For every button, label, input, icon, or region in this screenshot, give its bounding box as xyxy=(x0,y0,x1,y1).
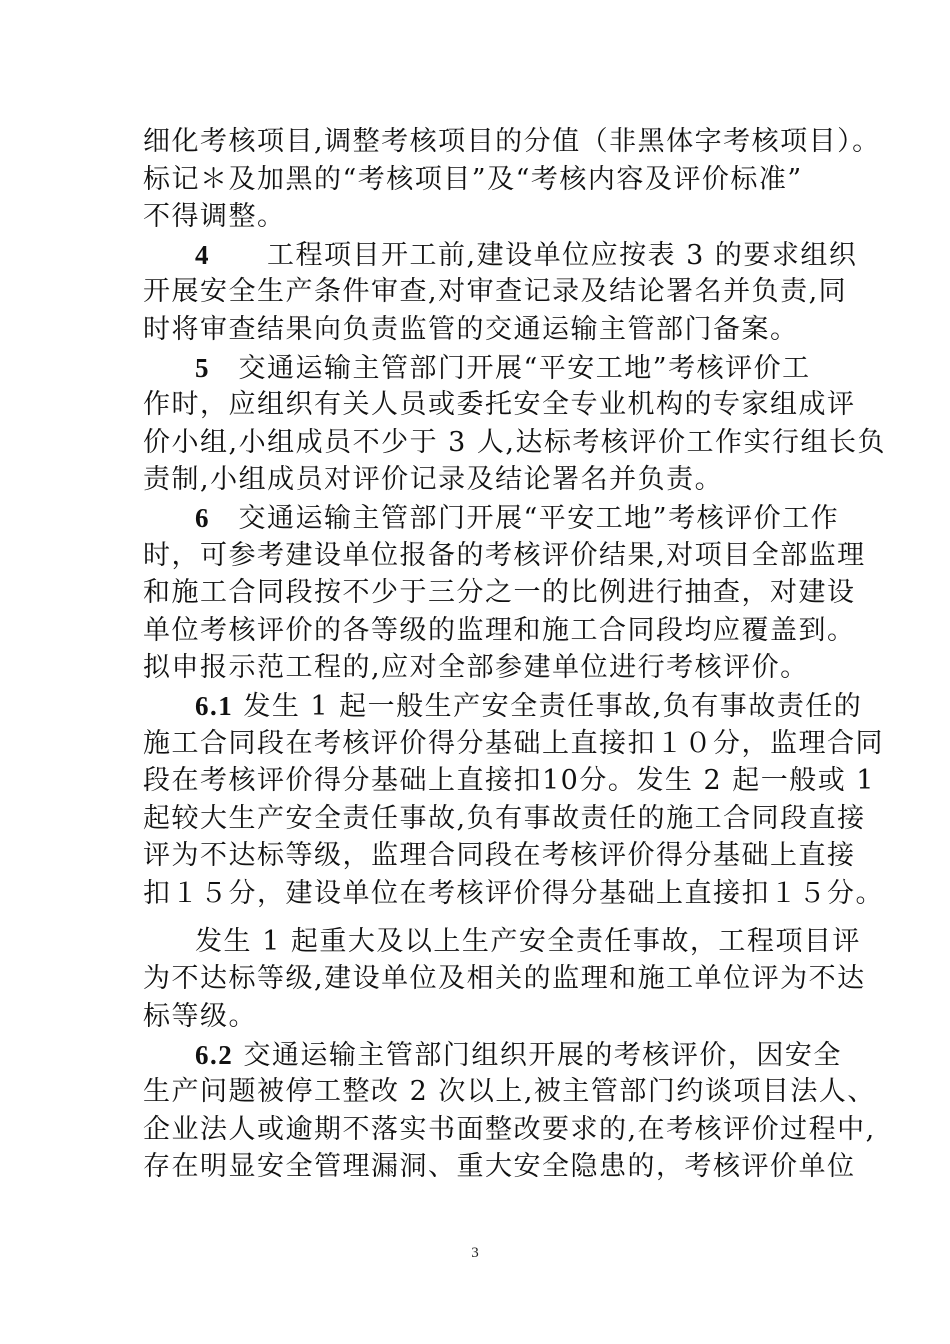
text-line: 标等级。 xyxy=(143,1001,257,1032)
text-line: 为不达标等级,建设单位及相关的监理和施工单位评为不达 xyxy=(143,963,866,994)
clause-6-1: 6.1 发生 1 起一般生产安全责任事故,负有事故责任的 xyxy=(195,691,863,722)
clause-6-2: 6.2 交通运输主管部门组织开展的考核评价，因安全 xyxy=(195,1040,842,1071)
text-line: 发生 1 起重大及以上生产安全责任事故，工程项目评 xyxy=(195,926,861,957)
text-line: 企业法人或逾期不落实书面整改要求的,在考核评价过程中, xyxy=(143,1114,876,1145)
text-line: 开展安全生产条件审查,对审查记录及结论署名并负责,同 xyxy=(143,276,848,307)
text-line: 价小组,小组成员不少于 3 人,达标考核评价工作实行组长负 xyxy=(143,427,887,458)
text-line: 时将审查结果向负责监管的交通运输主管部门备案。 xyxy=(143,314,799,345)
text-line: 作时，应组织有关人员或委托安全专业机构的专家组成评 xyxy=(143,389,856,420)
clause-number: 5 xyxy=(195,353,210,383)
clause-4: 4 工程项目开工前,建设单位应按表 3 的要求组织 xyxy=(195,240,858,271)
clause-number: 6 xyxy=(195,503,210,533)
text-line: 拟申报示范工程的,应对全部参建单位进行考核评价。 xyxy=(143,652,809,683)
text-line: 标记＊及加黑的“考核项目”及“考核内容及评价标准” xyxy=(143,164,803,195)
text-line: 生产问题被停工整改 2 次以上,被主管部门约谈项目法人、 xyxy=(143,1076,876,1107)
text-line: 责制,小组成员对评价记录及结论署名并负责。 xyxy=(143,464,724,495)
text-line: 时，可参考建设单位报备的考核评价结果,对项目全部监理 xyxy=(143,540,866,571)
clause-5: 5 交通运输主管部门开展“平安工地”考核评价工 xyxy=(195,353,811,384)
text-line: 细化考核项目,调整考核项目的分值（非黑体字考核项目）。 xyxy=(143,126,881,157)
text-line: 起较大生产安全责任事故,负有事故责任的施工合同段直接 xyxy=(143,803,866,834)
text-line: 段在考核评价得分基础上直接扣10分。发生 2 起一般或 1 xyxy=(143,765,875,796)
text-line: 和施工合同段按不少于三分之一的比例进行抽查，对建设 xyxy=(143,577,856,608)
clause-number: 4 xyxy=(195,240,210,270)
text-line: 存在明显安全管理漏洞、重大安全隐患的，考核评价单位 xyxy=(143,1151,856,1182)
text-line: 评为不达标等级，监理合同段在考核评价得分基础上直接 xyxy=(143,840,856,871)
text-line: 不得调整。 xyxy=(143,201,286,232)
clause-6: 6 交通运输主管部门开展“平安工地”考核评价工作 xyxy=(195,503,840,534)
text-line: 施工合同段在考核评价得分基础上直接扣１０分，监理合同 xyxy=(143,728,884,759)
clause-number: 6.1 xyxy=(195,691,234,721)
clause-number: 6.2 xyxy=(195,1040,234,1070)
text-line: 扣１５分，建设单位在考核评价得分基础上直接扣１５分。 xyxy=(143,878,884,909)
page-number: 3 xyxy=(471,1245,479,1261)
text-line: 单位考核评价的各等级的监理和施工合同段均应覆盖到。 xyxy=(143,615,856,646)
